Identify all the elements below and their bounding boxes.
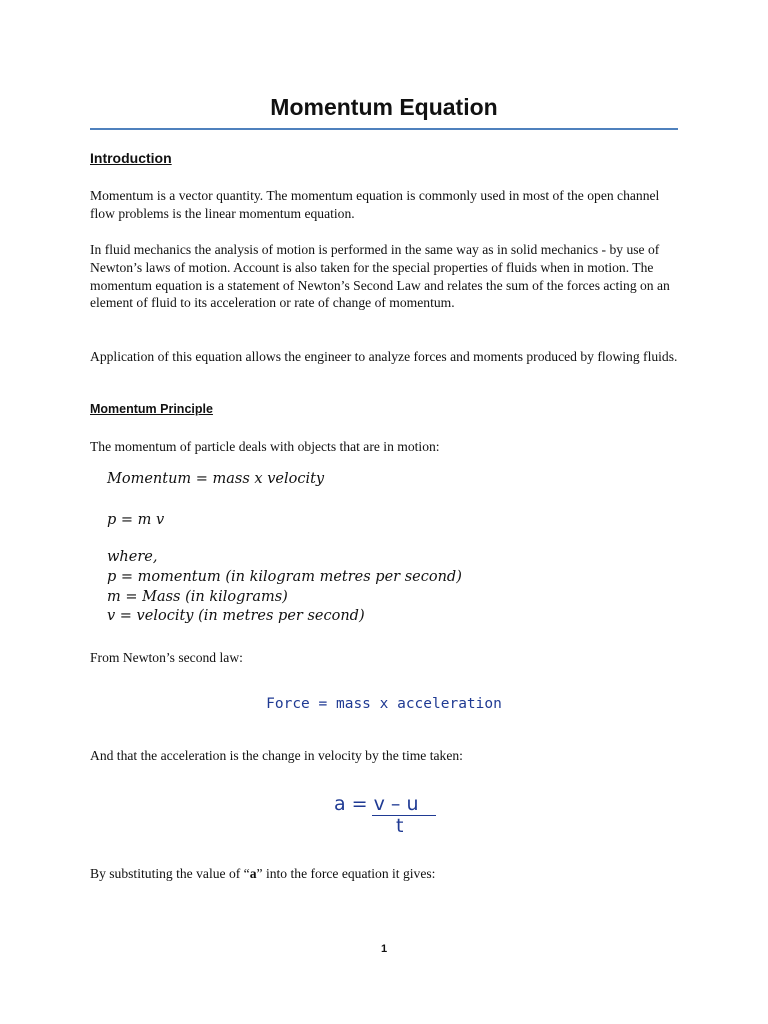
page-title: Momentum Equation bbox=[270, 94, 498, 120]
title-underline bbox=[90, 128, 678, 130]
intro-paragraph-3: Application of this equation allows the engineer to analyze forces and moments produced by flowing fluids. bbox=[90, 349, 678, 364]
substitution-variable: a bbox=[249, 866, 257, 881]
introduction-heading: Introduction bbox=[90, 150, 172, 166]
intro-paragraph-2: In fluid mechanics the analysis of motion is performed in the same way as in solid mechanics - by use of Newton’s laws of motion. Account is also taken for the special properties of fluids when in motion. The momentum equation is a statement of Newton’s Second Law and relates the sum of the forces acting on an element of fluid to its acceleration or rate of change of momentum. bbox=[90, 242, 670, 311]
acceleration-intro: And that the acceleration is the change in velocity by the time taken: bbox=[90, 748, 463, 763]
momentum-principle-heading: Momentum Principle bbox=[90, 402, 213, 416]
definition-v: v = velocity (in metres per second) bbox=[107, 608, 365, 624]
acceleration-denominator: t bbox=[396, 815, 404, 837]
acceleration-numerator: a = v – u bbox=[334, 793, 419, 815]
substitution-sentence bbox=[90, 865, 680, 883]
definition-p: p = momentum (in kilogram metres per second) bbox=[107, 569, 462, 585]
definition-m: m = Mass (in kilograms) bbox=[107, 589, 288, 605]
where-label: where, bbox=[107, 549, 158, 565]
intro-paragraph-1: Momentum is a vector quantity. The momentum equation is commonly used in most of the open channel flow problems is the linear momentum equation. bbox=[90, 188, 660, 221]
page-number: 1 bbox=[380, 943, 388, 955]
substitution-text-after: ” into the force equation it gives: bbox=[256, 866, 436, 881]
substitution-text-before: By substituting the value of “ bbox=[90, 866, 250, 881]
momentum-equation: Momentum = mass x velocity bbox=[107, 471, 325, 487]
newton-second-law-intro: From Newton’s second law: bbox=[90, 650, 243, 665]
p-equals-mv-equation: p = m v bbox=[107, 512, 165, 528]
fraction-bar bbox=[372, 815, 436, 816]
force-equation: Force = mass x acceleration bbox=[266, 696, 502, 712]
principle-lead-in: The momentum of particle deals with objects that are in motion: bbox=[90, 439, 440, 454]
